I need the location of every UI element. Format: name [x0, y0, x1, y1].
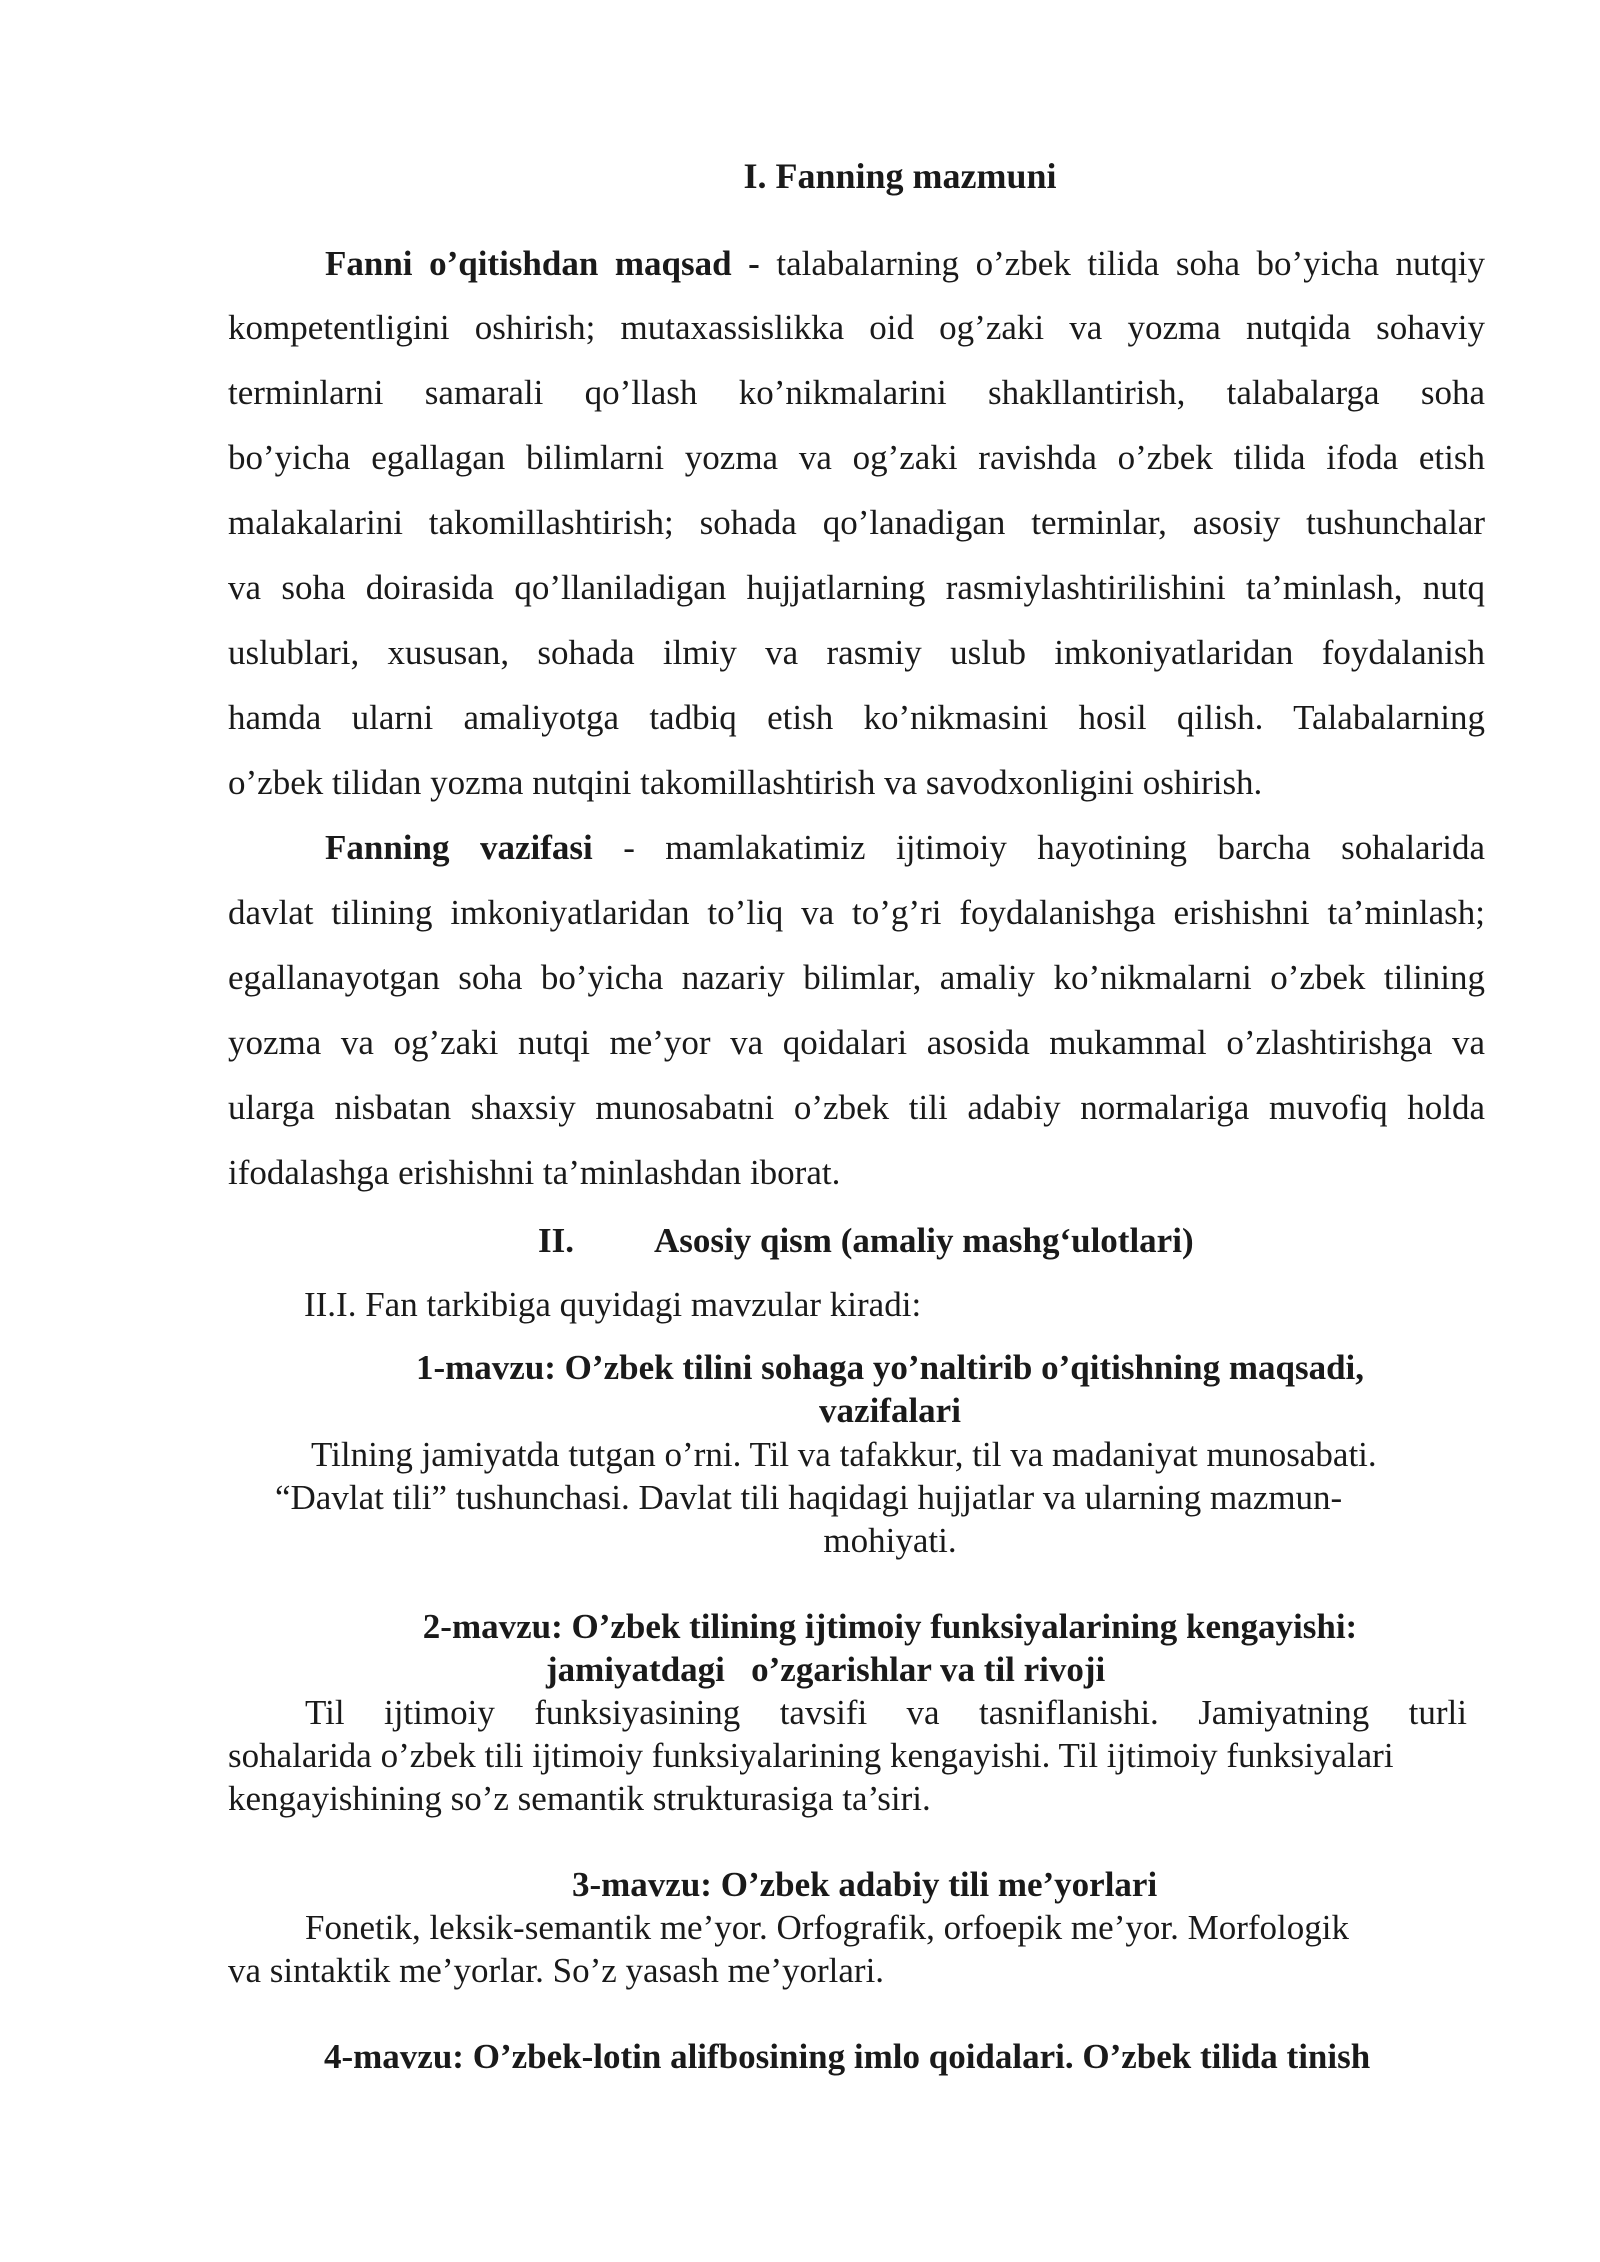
task-line-1	[325, 815, 1485, 880]
goal-line-7: uslublari, xususan, sohada ilmiy va rasmiy uslub imkoniyatlaridan foydalanish	[228, 633, 1485, 672]
task-line-6: ifodalashga erishishni ta’minlashdan iborat.	[228, 1153, 841, 1192]
goal-line-1	[325, 231, 1485, 296]
goal-line-8: hamda ularni amaliyotga tadbiq etish ko’nikmasini hosil qilish. Talabalarning	[228, 698, 1485, 737]
topic-1-body-line-2: “Davlat tili” tushunchasi. Davlat tili haqidagi hujjatlar va ularning mazmun-	[275, 1478, 1343, 1517]
topic-1-title-line-2: vazifalari	[819, 1391, 961, 1430]
goal-line-3: terminlarni samarali qo’llash ko’nikmalarini shakllantirish, talabalarga soha	[228, 373, 1485, 412]
goal-line-2: kompetentligini oshirish; mutaxassislikka oid og’zaki va yozma nutqida sohaviy	[228, 308, 1485, 347]
section-2-title: Asosiy qism (amaliy mashg‘ulotlari)	[654, 1221, 1194, 1260]
topic-2-body-line-2: sohalarida o’zbek tili ijtimoiy funksiyalarining kengayishi. Til ijtimoiy funksiyalari	[228, 1736, 1394, 1775]
goal-line-5: malakalarini takomillashtirish; sohada qo’lanadigan terminlar, asosiy tushunchalar	[228, 503, 1485, 542]
task-line-3: egallanayotgan soha bo’yicha nazariy bilimlar, amaliy ko’nikmalarni o’zbek tilining	[228, 958, 1485, 997]
goal-line-4: bo’yicha egallagan bilimlarni yozma va og’zaki ravishda o’zbek tilida ifoda etish	[228, 438, 1485, 477]
goal-line-6: va soha doirasida qo’llaniladigan hujjatlarning rasmiylashtirilishini ta’minlash, nutq	[228, 568, 1485, 607]
task-line-4: yozma va og’zaki nutqi me’yor va qoidalari asosida mukammal o’zlashtirishga va	[228, 1023, 1485, 1062]
section-2-number: II.	[538, 1221, 574, 1260]
topic-3-body-line-1: Fonetik, leksik-semantik me’yor. Orfografik, orfoepik me’yor. Morfologik	[305, 1908, 1349, 1947]
topic-2-body-line-3: kengayishining so’z semantik strukturasiga ta’siri.	[228, 1779, 931, 1818]
goal-line-9: o’zbek tilidan yozma nutqini takomillashtirish va savodxonligini oshirish.	[228, 763, 1263, 802]
topic-2-title-line-2: jamiyatdagi o’zgarishlar va til rivoji	[546, 1650, 1106, 1689]
goal-label: Fanni o’qitishdan maqsad -	[325, 244, 760, 283]
section-2-intro: II.I. Fan tarkibiga quyidagi mavzular kiradi:	[304, 1285, 922, 1324]
topic-1-title-line-1: 1-mavzu: O’zbek tilini sohaga yo’naltirib o’qitishning maqsadi,	[415, 1348, 1365, 1387]
goal-text: talabalarning o’zbek tilida soha bo’yicha nutqiy	[776, 244, 1486, 283]
topic-1-body-line-1: Tilning jamiyatda tutgan o’rni. Til va tafakkur, til va madaniyat munosabati.	[311, 1435, 1377, 1474]
task-text: - mamlakatimiz ijtimoiy hayotining barcha sohalarida	[623, 828, 1485, 867]
task-label: Fanning vazifasi	[325, 828, 593, 867]
topic-1-body-line-3: mohiyati.	[823, 1521, 957, 1560]
task-line-5: ularga nisbatan shaxsiy munosabatni o’zbek tili adabiy normalariga muvofiq holda	[228, 1088, 1485, 1127]
topic-2-body-line-1: Til ijtimoiy funksiyasining tavsifi va tasniflanishi. Jamiyatning turli	[305, 1693, 1467, 1732]
topic-2-title-line-1: 2-mavzu: O’zbek tilining ijtimoiy funksiyalarining kengayishi:	[422, 1607, 1358, 1646]
section-1-title: I. Fanning mazmuni	[743, 156, 1057, 196]
topic-4-title: 4-mavzu: O’zbek-lotin alifbosining imlo qoidalari. O’zbek tilida tinish	[324, 2037, 1371, 2076]
task-line-2: davlat tilining imkoniyatlaridan to’liq va to’g’ri foydalanishga erishishni ta’minlash;	[228, 893, 1485, 932]
topic-3-body-line-2: va sintaktik me’yorlar. So’z yasash me’yorlari.	[228, 1951, 885, 1990]
topic-3-title: 3-mavzu: O’zbek adabiy tili me’yorlari	[572, 1865, 1158, 1904]
